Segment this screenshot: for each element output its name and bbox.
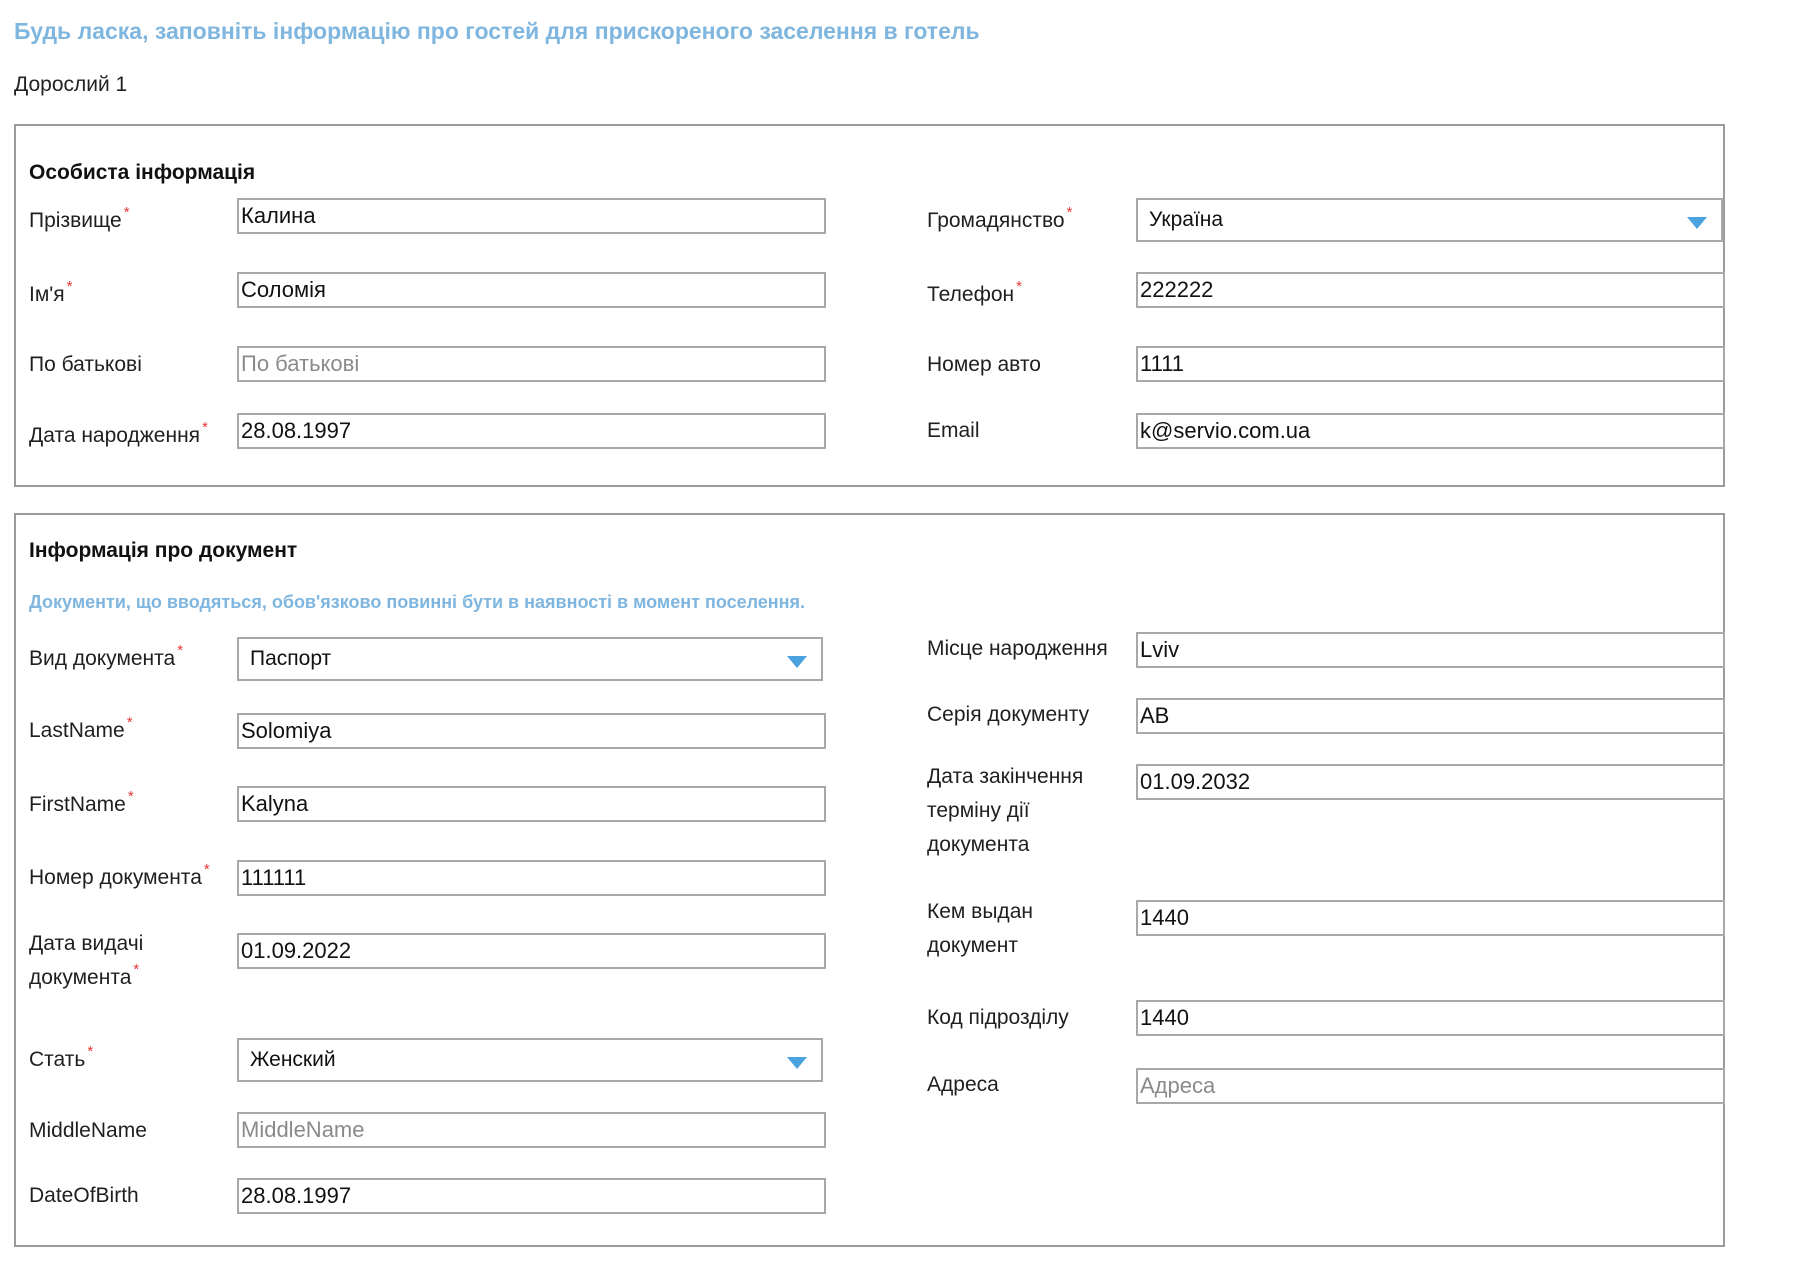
date-of-birth-label: DateOfBirth [29, 1184, 139, 1207]
surname-input[interactable] [237, 198, 826, 234]
required-mark: * [133, 961, 140, 978]
required-mark: * [1016, 278, 1022, 295]
expiry-date-label: Дата закінчення терміну дії документа [927, 765, 1084, 856]
first-name-doc-input[interactable] [237, 786, 826, 822]
address-label: Адреса [927, 1073, 999, 1096]
chevron-down-icon[interactable] [787, 1057, 807, 1069]
gender-label: Стать * [29, 1043, 94, 1071]
first-name-input[interactable] [237, 272, 826, 308]
patronymic-input[interactable] [237, 346, 826, 382]
gender-select[interactable] [237, 1038, 823, 1082]
address-input[interactable] [1136, 1068, 1725, 1104]
issued-by-label: Кем выдан документ [927, 900, 1033, 957]
division-code-input[interactable] [1136, 1000, 1725, 1036]
birth-place-label: Місце народження [927, 637, 1108, 660]
doc-type-value: Паспорт [250, 647, 332, 670]
documents-note: Документи, що вводяться, обов'язково повинні бути в наявності в момент поселення. [29, 592, 806, 612]
gender-value: Женский [250, 1048, 336, 1071]
issued-by-input[interactable] [1136, 900, 1725, 936]
car-number-label: Номер авто [927, 353, 1041, 376]
email-label: Email [927, 419, 980, 442]
page-title: Будь ласка, заповніть інформацію про гостей для прискореного заселення в готель [14, 18, 980, 44]
citizenship-value: Україна [1149, 208, 1224, 231]
citizenship-label: Громадянство * [927, 204, 1073, 232]
doc-series-label: Серія документу [927, 703, 1090, 726]
doc-number-label: Номер документа * [29, 861, 210, 889]
required-mark: * [177, 642, 184, 659]
date-of-birth-input[interactable] [237, 1178, 826, 1214]
required-mark: * [126, 714, 133, 731]
first-name-label: Ім'я * [29, 278, 73, 306]
first-name-doc-label: FirstName * [29, 788, 134, 816]
phone-label: Телефон * [927, 278, 1022, 306]
citizenship-select[interactable] [1136, 198, 1723, 242]
division-code-label: Код підрозділу [927, 1006, 1069, 1029]
personal-info-panel [14, 124, 1725, 487]
email-input[interactable] [1136, 413, 1725, 449]
phone-input[interactable] [1136, 272, 1725, 308]
required-mark: * [127, 788, 134, 805]
birth-date-label: Дата народження * [29, 419, 208, 447]
surname-label: Прізвище * [29, 204, 130, 232]
doc-series-input[interactable] [1136, 698, 1725, 734]
required-mark: * [123, 204, 130, 221]
document-info-title: Інформація про документ [29, 539, 298, 562]
required-mark: * [66, 278, 73, 295]
chevron-down-icon[interactable] [1687, 217, 1707, 229]
middle-name-input[interactable] [237, 1112, 826, 1148]
personal-info-title: Особиста інформація [29, 161, 256, 184]
car-number-input[interactable] [1136, 346, 1725, 382]
chevron-down-icon[interactable] [787, 656, 807, 668]
issue-date-label: Дата видачі документа * [29, 932, 144, 989]
expiry-date-input[interactable] [1136, 764, 1725, 800]
birth-date-input[interactable] [237, 413, 826, 449]
required-mark: * [1066, 204, 1073, 221]
birth-place-input[interactable] [1136, 632, 1725, 668]
required-mark: * [203, 861, 210, 878]
required-mark: * [87, 1043, 94, 1060]
last-name-input[interactable] [237, 713, 826, 749]
document-info-panel [14, 513, 1725, 1247]
doc-type-label: Вид документа * [29, 642, 184, 670]
required-mark: * [202, 419, 208, 436]
doc-type-select[interactable] [237, 637, 823, 681]
issue-date-input[interactable] [237, 933, 826, 969]
middle-name-label: MiddleName [29, 1119, 147, 1142]
guest-label: Дорослий 1 [14, 73, 128, 96]
doc-number-input[interactable] [237, 860, 826, 896]
last-name-label: LastName * [29, 714, 133, 742]
patronymic-label: По батькові [29, 353, 142, 376]
